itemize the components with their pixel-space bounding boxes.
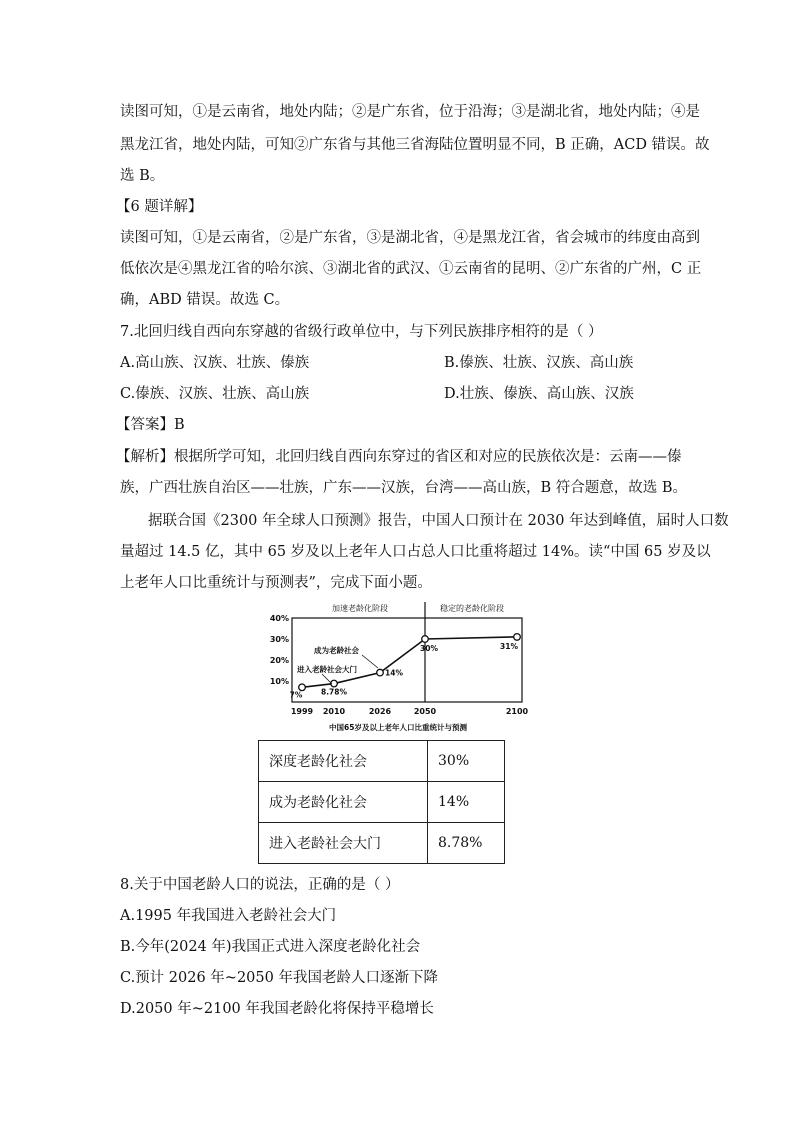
table-row — [259, 741, 505, 782]
stage-table — [258, 740, 505, 864]
x-tick-label: 1999 — [290, 707, 314, 716]
option-d: D.2050 年~2100 年我国老龄化将保持平稳增长 — [120, 1001, 434, 1017]
stage-label: 加速老龄化阶段 — [332, 604, 388, 613]
question-header: 【6 题详解】 — [116, 199, 203, 215]
data-point — [422, 636, 429, 643]
option-b: B.傣族、壮族、汉族、高山族 — [444, 355, 634, 371]
data-point — [514, 634, 521, 641]
question-7: 7.北回归线自西向东穿越的省级行政单位中，与下列民族排序相符的是（ ） — [120, 324, 603, 340]
annotation: 进入老龄社会大门 — [297, 665, 357, 674]
x-tick-label: 2050 — [413, 707, 437, 716]
table-cell-label: 进入老龄社会大门 — [259, 823, 428, 864]
table-cell-value: 14% — [428, 782, 505, 823]
chart-svg — [262, 600, 534, 738]
table-row — [259, 782, 505, 823]
paragraph-line: 读图可知，①是云南省，②是广东省，③是湖北省，④是黑龙江省，省会城市的纬度由高到 — [120, 230, 700, 246]
data-label: 30% — [420, 644, 438, 653]
x-tick-label: 2100 — [505, 707, 529, 716]
data-label: 8.78% — [320, 687, 348, 697]
intro-line: 据联合国《2300 年全球人口预测》报告，中国人口预计在 2030 年达到峰值，届时人口数 — [148, 513, 729, 529]
answer-label: 【答案】B — [116, 417, 185, 433]
option-a: A.高山族、汉族、壮族、傣族 — [120, 355, 310, 371]
option-a: A.1995 年我国进入老龄社会大门 — [120, 908, 337, 924]
paragraph-line: 低依次是④黑龙江省的哈尔滨、③湖北省的武汉、①云南省的昆明、②广东省的广州，C 正 — [120, 261, 702, 277]
table-cell-label: 深度老龄化社会 — [259, 741, 428, 782]
annotation: 成为老龄社会 — [314, 646, 359, 655]
x-tick-label: 2010 — [322, 707, 346, 716]
paragraph-line: 选 B。 — [120, 168, 165, 184]
option-d: D.壮族、傣族、高山族、汉族 — [444, 386, 634, 402]
table-cell-value: 30% — [428, 741, 505, 782]
paragraph-line: 确，ABD 错误。故选 C。 — [120, 292, 290, 308]
option-c: C.预计 2026 年~2050 年我国老龄人口逐渐下降 — [120, 970, 438, 986]
data-label: 14% — [385, 668, 403, 678]
question-8: 8.关于中国老龄人口的说法，正确的是（ ） — [120, 877, 400, 893]
aging-population-chart — [262, 600, 534, 738]
table-row — [259, 823, 505, 864]
option-c: C.傣族、汉族、壮族、高山族 — [120, 386, 310, 402]
paragraph-line: 黑龙江省，地处内陆，可知②广东省与其他三省海陆位置明显不同，B 正确，ACD 错误。故 — [120, 137, 710, 153]
paragraph-line: 读图可知，①是云南省，地处内陆；②是广东省，位于沿海；③是湖北省，地处内陆；④是 — [120, 104, 700, 120]
data-point — [377, 669, 384, 676]
analysis-line: 【解析】根据所学可知，北回归线自西向东穿过的省区和对应的民族依次是：云南——傣 — [116, 449, 682, 465]
y-tick-label: 30% — [269, 635, 289, 644]
annotation-leader — [322, 674, 332, 684]
intro-line: 上老年人口比重统计与预测表”，完成下面小题。 — [120, 575, 432, 591]
table-cell-label: 成为老龄化社会 — [259, 782, 428, 823]
analysis-line: 族，广西壮族自治区——壮族，广东——汉族，台湾——高山族，B 符合题意，故选 B。 — [120, 480, 688, 496]
data-label: 31% — [500, 641, 518, 651]
table-cell-value: 8.78% — [428, 823, 505, 864]
x-tick-label: 2026 — [368, 707, 392, 716]
stage-label: 稳定的老龄化阶段 — [440, 604, 504, 613]
annotation-leader — [362, 655, 378, 668]
y-tick-label: 10% — [269, 677, 289, 686]
intro-line: 量超过 14.5 亿，其中 65 岁及以上老年人口占总人口比重将超过 14%。读“中国 65 岁及以 — [120, 544, 711, 560]
y-tick-label: 40% — [269, 614, 289, 623]
y-tick-label: 20% — [269, 656, 289, 665]
chart-title: 中国65岁及以上老年人口比重统计与预测 — [329, 723, 467, 732]
data-label: 7% — [289, 690, 303, 700]
option-b: B.今年(2024 年)我国正式进入深度老龄化社会 — [120, 939, 421, 955]
